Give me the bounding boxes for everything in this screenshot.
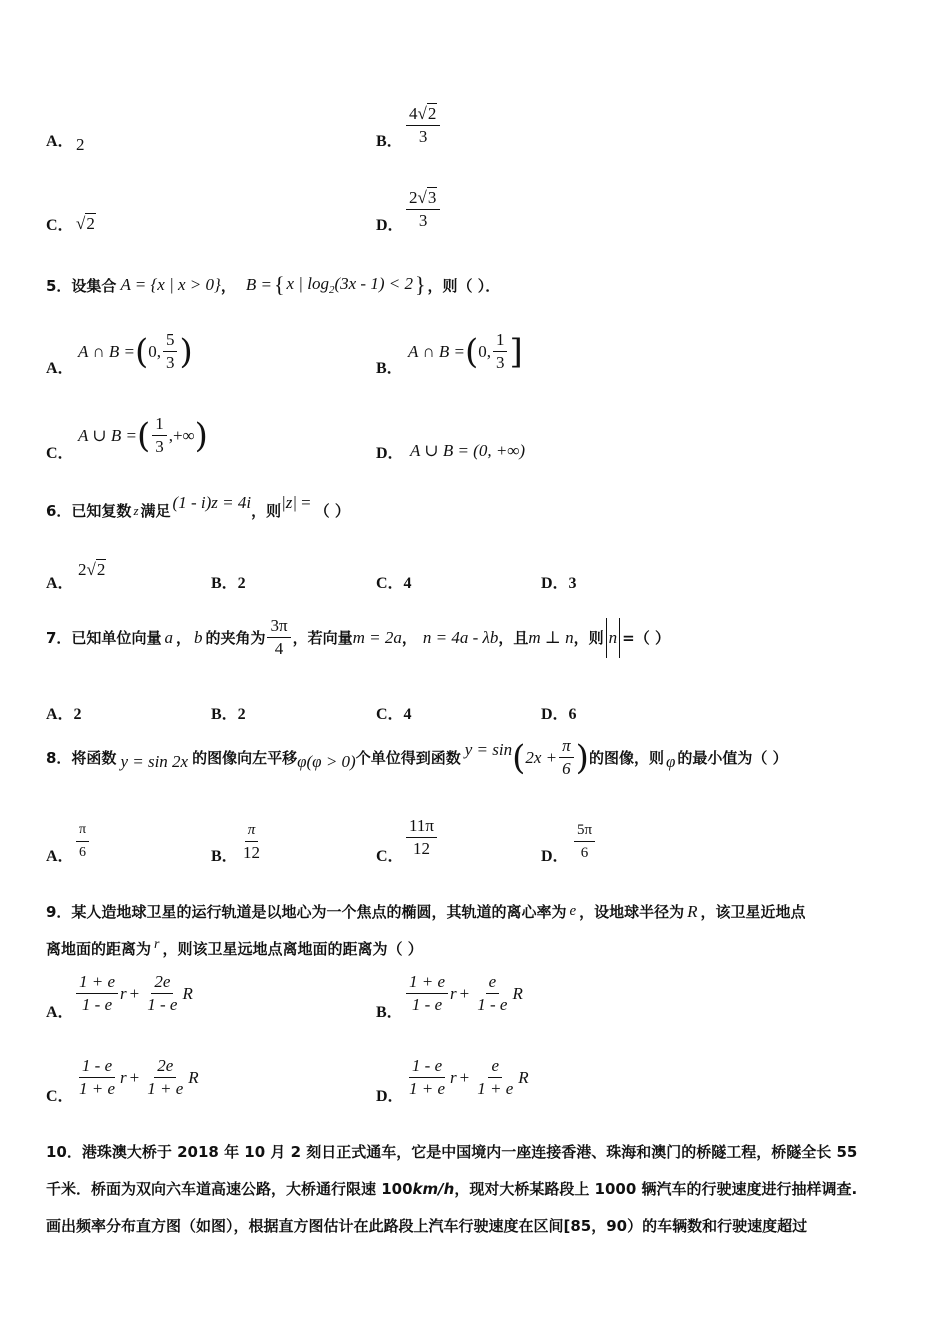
q7-option-c: C．4 (376, 706, 412, 723)
q9-option-a-expr: $\frac{1 + e}{1 - e}$ r + $\frac{2e}{1 - e}$ R (74, 972, 193, 1015)
q4-option-c-label: C． (46, 217, 74, 234)
q8-option-c-expr: $\frac{11\pi}{12}$ (404, 816, 439, 859)
q5-option-d-expr: A ∪ B = (0, +∞) (410, 441, 526, 460)
q9-option-b-label: B． (376, 1004, 403, 1021)
q6-option-c: C．4 (376, 575, 412, 592)
q8-option-d-expr: $\frac{5\pi}{6}$ (572, 820, 597, 863)
q4-option-c-expr: √2 (76, 214, 95, 233)
q6-option-b: B．2 (211, 575, 246, 592)
q8-stem: 8．将函数 y = sin 2x 的图像向左平移 φ(φ > 0) 个单位得到函数 y = sin ( 2x + $\frac{\pi}{6}$ ) 的图像，则 φ 的最小值为（ ） (46, 736, 788, 778)
q5-option-b-expr: A ∩ B = ( 0, $\frac{1}{3}$ ] (408, 330, 523, 372)
q10-line1: 10．港珠澳大桥于 2018 年 10 月 2 刻日正式通车，它是中国境内一座连接香港、珠海和澳门的桥隧工程，桥隧全长 55 (46, 1143, 858, 1161)
q7-option-b: B．2 (211, 706, 246, 723)
q8-option-d-label: D． (541, 848, 569, 865)
q8-option-b-label: B． (211, 848, 238, 865)
q9-option-a-label: A． (46, 1004, 74, 1021)
q5-option-d-label: D． (376, 445, 404, 462)
q9-stem-line1: 9．某人造地球卫星的运行轨道是以地心为一个焦点的椭圆，其轨道的离心率为 e ，设地球半径为 R ，该卫星近地点 (46, 901, 806, 921)
q9-option-c-label: C． (46, 1088, 74, 1105)
q8-option-a-label: A． (46, 848, 74, 865)
q4-option-b-label: B． (376, 133, 403, 150)
q5-option-a-label: A． (46, 360, 74, 377)
q7-stem: 7．已知单位向量 a ， b 的夹角为 $\frac{3\pi}{4}$ ，若向量 m = 2a ， n = 4a - λb ，且 m ⊥ n ，则 n =（ ） (46, 616, 670, 658)
q4-option-b-expr: $\frac{4√2}{3}$ (404, 104, 442, 147)
q10-line3: 画出频率分布直方图（如图），根据直方图估计在此路段上汽车行驶速度在区间[85，90）的车辆数和行驶速度超过 (46, 1217, 808, 1235)
q7-option-a: A．2 (46, 706, 82, 723)
q5-option-c-label: C． (46, 445, 74, 462)
q9-stem-line2: 离地面的距离为 r ，则该卫星远地点离地面的距离为（ ） (46, 936, 423, 958)
q6-option-a-label: A． (46, 575, 74, 592)
q9-option-d-label: D． (376, 1088, 404, 1105)
q4-option-d-label: D． (376, 217, 404, 234)
q8-option-a-expr: $\frac{\pi}{6}$ (74, 820, 91, 863)
q8-option-b-expr: $\frac{\pi}{12}$ (243, 822, 260, 862)
q4-option-a-label: A． (46, 133, 74, 150)
q6-stem: 6．已知复数 z 满足 (1 - i)z = 4i ，则 |z| = （ ） (46, 492, 350, 520)
q10-line2: 千米．桥面为双向六车道高速公路，大桥通行限速 100km/h，现对大桥某路段上 1000 辆汽车的行驶速度进行抽样调查. (46, 1180, 858, 1198)
q7-option-d: D．6 (541, 706, 577, 723)
q5-stem: 5．设集合 A = {x | x > 0} ， B = { x | $\log_2(3x - 1) < 2$ } ，则（ ）． (46, 272, 501, 297)
q6-option-d: D．3 (541, 575, 577, 592)
q5-option-c-expr: A ∪ B = ( $\frac{1}{3}$ ,+∞ ) (78, 414, 208, 456)
q4-option-a-value: 2 (76, 135, 85, 154)
q5-option-b-label: B． (376, 360, 403, 377)
q4-option-d-expr: $\frac{2√3}{3}$ (404, 188, 442, 231)
q8-option-c-label: C． (376, 848, 404, 865)
q6-option-a-expr: 2√2 (78, 560, 106, 579)
q9-option-c-expr: $\frac{1 - e}{1 + e}$ r + $\frac{2e}{1 + e}$ R (79, 1056, 199, 1098)
q5-option-a-expr: A ∩ B = ( 0, $\frac{5}{3}$ ) (78, 330, 193, 372)
q9-option-d-expr: $\frac{1 - e}{1 + e}$ r + $\frac{e}{1 + e}$ R (409, 1056, 529, 1098)
q9-option-b-expr: $\frac{1 + e}{1 - e}$ r + $\frac{e}{1 - e}$ R (404, 972, 523, 1015)
